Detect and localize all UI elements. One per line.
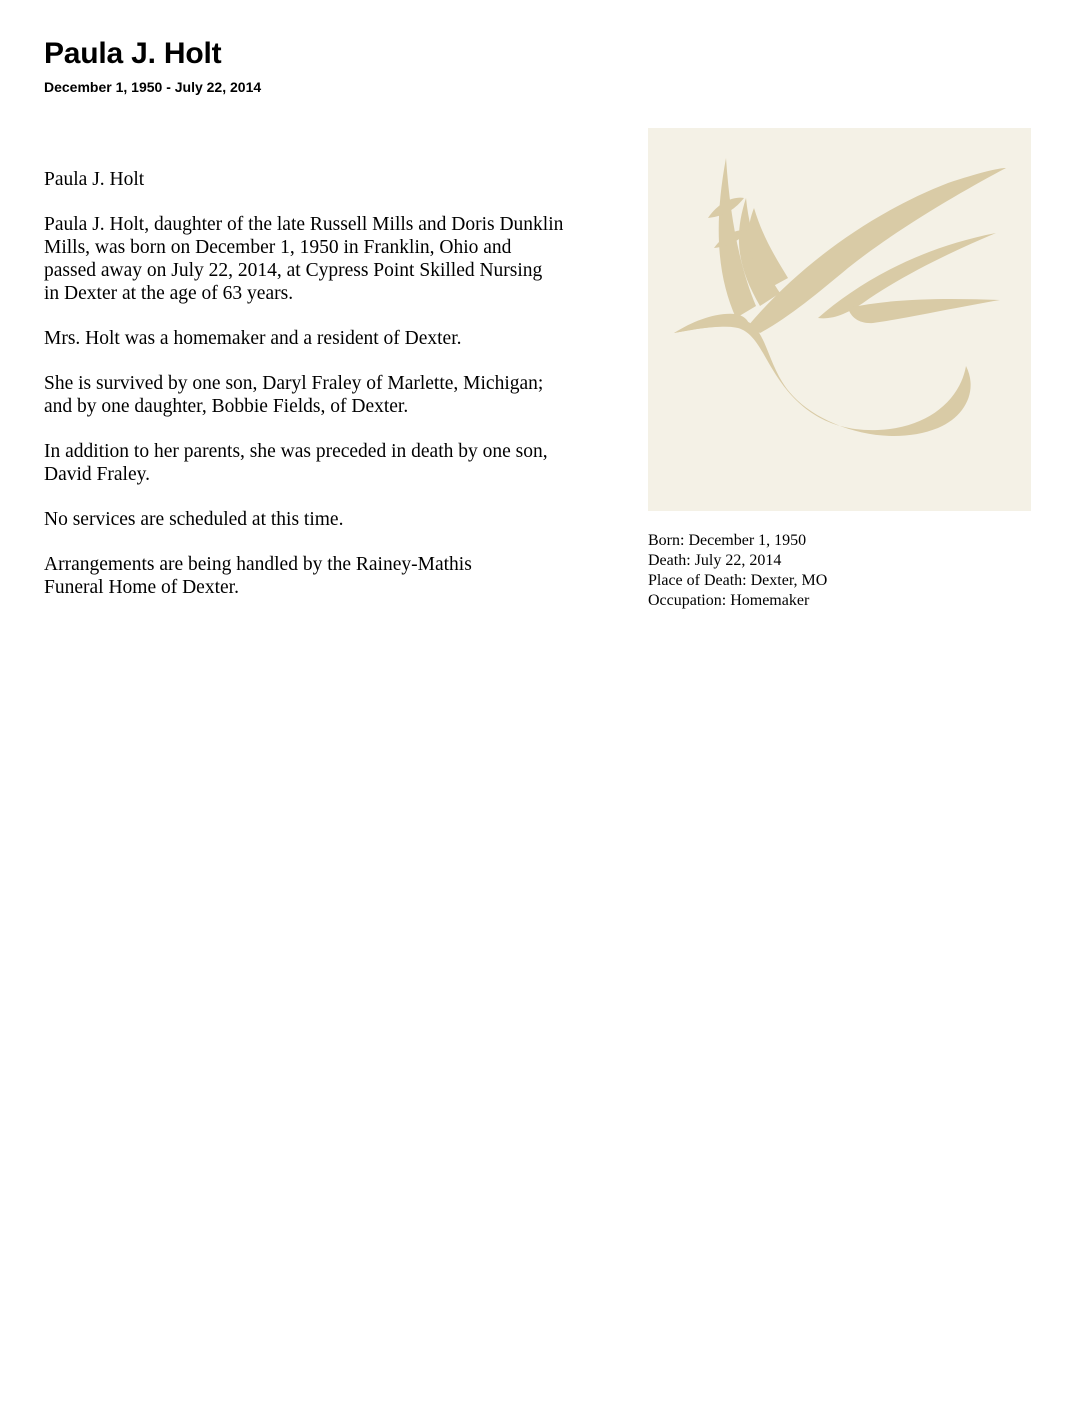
obituary-paragraph: Mrs. Holt was a homemaker and a resident of Dexter. bbox=[44, 328, 462, 349]
fact-death: Death: July 22, 2014 bbox=[648, 552, 782, 569]
obituary-text bbox=[44, 168, 634, 621]
dove-icon bbox=[648, 128, 1031, 511]
obituary-paragraph: She is survived by one son, Daryl Fraley of Marlette, Michigan; and by one daughter, Bobbie Fields, of Dexter. bbox=[44, 373, 544, 417]
obituary-paragraph: In addition to her parents, she was preceded in death by one son, David Fraley. bbox=[44, 441, 548, 485]
fact-place-of-death: Place of Death: Dexter, MO bbox=[648, 572, 828, 589]
fact-born: Born: December 1, 1950 bbox=[648, 532, 807, 549]
fact-occupation: Occupation: Homemaker bbox=[648, 592, 810, 609]
obituary-paragraph: No services are scheduled at this time. bbox=[44, 509, 344, 530]
date-range: December 1, 1950 - July 22, 2014 bbox=[44, 79, 262, 95]
obituary-paragraph: Arrangements are being handled by the Rainey-Mathis Funeral Home of Dexter. bbox=[44, 554, 472, 598]
obituary-paragraph: Paula J. Holt, daughter of the late Russell Mills and Doris Dunklin Mills, was born on December 1, 1950 in Franklin, Ohio and passed away on July 22, 2014, at Cypress Point Skilled Nursing in Dexter at the age of 63 years. bbox=[44, 214, 564, 304]
page-title: Paula J. Holt bbox=[44, 37, 222, 70]
dove-image bbox=[648, 128, 1031, 511]
obituary-heading: Paula J. Holt bbox=[44, 169, 145, 190]
facts-list bbox=[648, 531, 827, 611]
dove-shape bbox=[674, 158, 1006, 436]
